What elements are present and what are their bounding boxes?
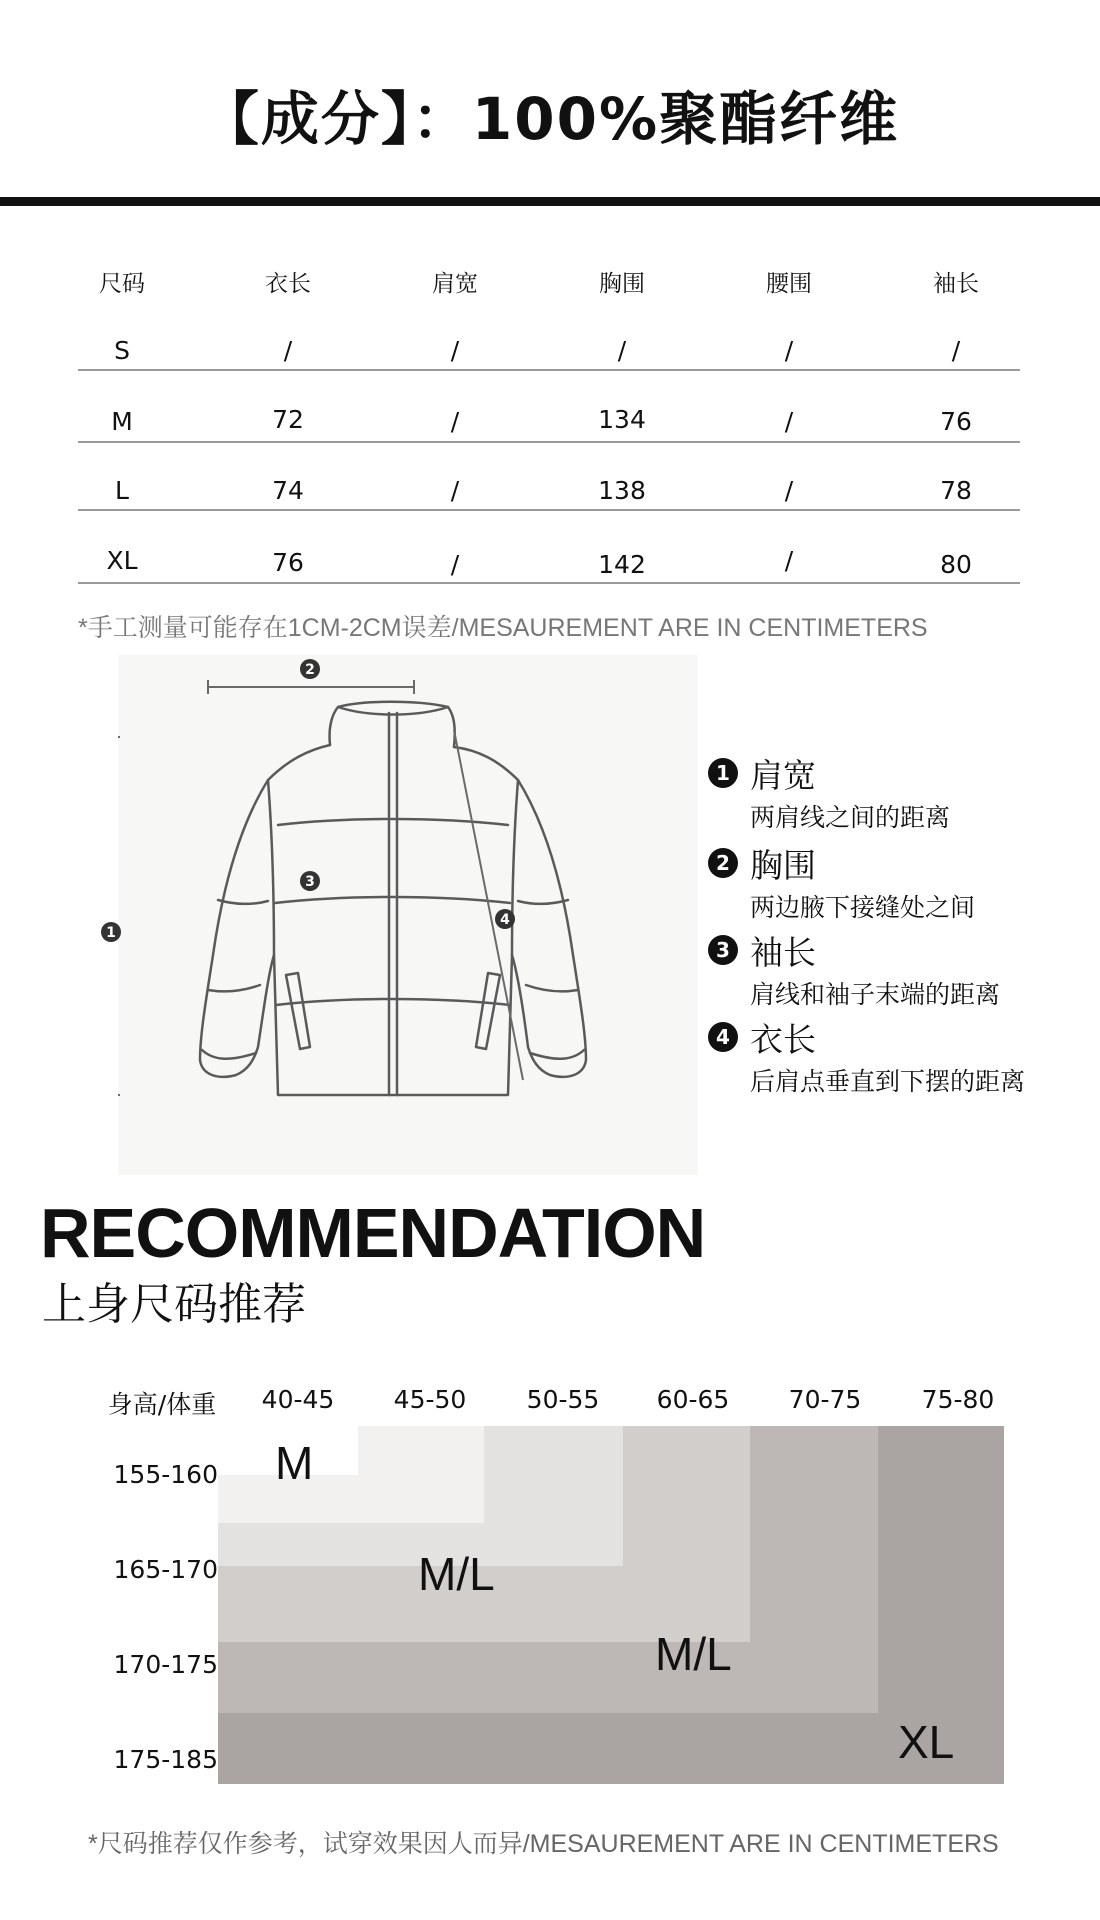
table-cell: 76 — [272, 548, 304, 577]
page-title: 【成分】：100%聚酯纤维 — [200, 85, 900, 153]
table-header: 袖长 — [933, 271, 979, 297]
marker-1: 1 — [106, 925, 116, 941]
row-divider — [78, 509, 1020, 511]
weight-header: 70-75 — [788, 1385, 862, 1414]
table-cell: 138 — [598, 476, 646, 505]
legend-heading: 衣长 — [750, 1020, 816, 1059]
legend-heading: 袖长 — [750, 933, 816, 972]
height-header: 170-175 — [113, 1650, 218, 1679]
table-header: 肩宽 — [432, 271, 478, 297]
table-cell: / — [784, 336, 794, 365]
table-cell: / — [951, 336, 961, 365]
marker-4: 4 — [500, 912, 510, 928]
size-label-ml: M/L — [418, 1548, 495, 1600]
legend-heading: 肩宽 — [750, 756, 816, 795]
row-divider — [78, 582, 1020, 584]
height-header: 175-185 — [113, 1745, 218, 1774]
row-divider — [78, 441, 1020, 443]
weight-header: 60-65 — [656, 1385, 730, 1414]
table-header: 胸围 — [599, 271, 645, 297]
marker-3: 3 — [305, 874, 315, 890]
table-cell: / — [450, 550, 460, 579]
table-cell: 76 — [940, 407, 972, 436]
table-cell: / — [450, 476, 460, 505]
weight-header: 75-80 — [921, 1385, 995, 1414]
size-zone-m — [358, 1426, 484, 1523]
table-cell: M — [111, 407, 133, 436]
weight-header: 45-50 — [393, 1385, 467, 1414]
height-header: 165-170 — [113, 1555, 218, 1584]
recommendation-subtitle: 上身尺码推荐 — [42, 1279, 306, 1330]
legend-description: 两边腋下接缝处之间 — [750, 893, 976, 922]
table-cell: / — [450, 407, 460, 436]
table-cell: / — [784, 407, 794, 436]
table-cell: 80 — [940, 550, 972, 579]
size-label-m: M — [275, 1437, 314, 1489]
table-cell: / — [784, 476, 794, 505]
marker-1-badge — [97, 918, 125, 946]
legend-number: 4 — [708, 1022, 738, 1052]
table-cell: L — [115, 476, 129, 505]
table-cell: / — [784, 546, 794, 575]
marker-2: 2 — [305, 662, 315, 678]
table-cell: / — [617, 336, 627, 365]
table-cell: 78 — [940, 476, 972, 505]
measurement-note: *手工测量可能存在1CM-2CM误差/MESAUREMENT ARE IN CENTIMETERS — [78, 614, 928, 642]
table-cell: 142 — [598, 550, 646, 579]
table-cell: / — [283, 336, 293, 365]
legend-description: 两肩线之间的距离 — [750, 803, 951, 832]
divider — [0, 197, 1100, 206]
size-label-xl: XL — [898, 1716, 955, 1768]
legend-description: 肩线和袖子末端的距离 — [750, 980, 1001, 1009]
table-cell: 74 — [272, 476, 304, 505]
table-cell: XL — [106, 546, 138, 575]
jacket-illustration — [118, 655, 698, 1175]
recommendation-note: *尺码推荐仅作参考，试穿效果因人而异/MESAUREMENT ARE IN CENTIMETERS — [88, 1830, 999, 1858]
weight-header: 50-55 — [526, 1385, 600, 1414]
legend-number: 1 — [708, 758, 738, 788]
table-cell: / — [450, 336, 460, 365]
weight-header: 40-45 — [261, 1385, 335, 1414]
jacket-diagram — [118, 655, 698, 1175]
table-cell: 134 — [598, 405, 646, 434]
table-header: 衣长 — [265, 271, 311, 297]
table-header: 腰围 — [766, 271, 812, 297]
legend-description: 后肩点垂直到下摆的距离 — [750, 1067, 1026, 1096]
legend-number: 3 — [708, 935, 738, 965]
table-cell: S — [114, 336, 130, 365]
legend-heading: 胸围 — [750, 846, 816, 885]
table-header: 尺码 — [99, 271, 145, 297]
height-header: 155-160 — [113, 1460, 218, 1489]
grid-corner-label: 身高/体重 — [107, 1390, 217, 1419]
table-cell: 72 — [272, 405, 304, 434]
legend-number: 2 — [708, 848, 738, 878]
recommendation-title: RECOMMENDATION — [40, 1194, 706, 1272]
row-divider — [78, 369, 1020, 371]
size-label-ml: M/L — [655, 1628, 732, 1680]
